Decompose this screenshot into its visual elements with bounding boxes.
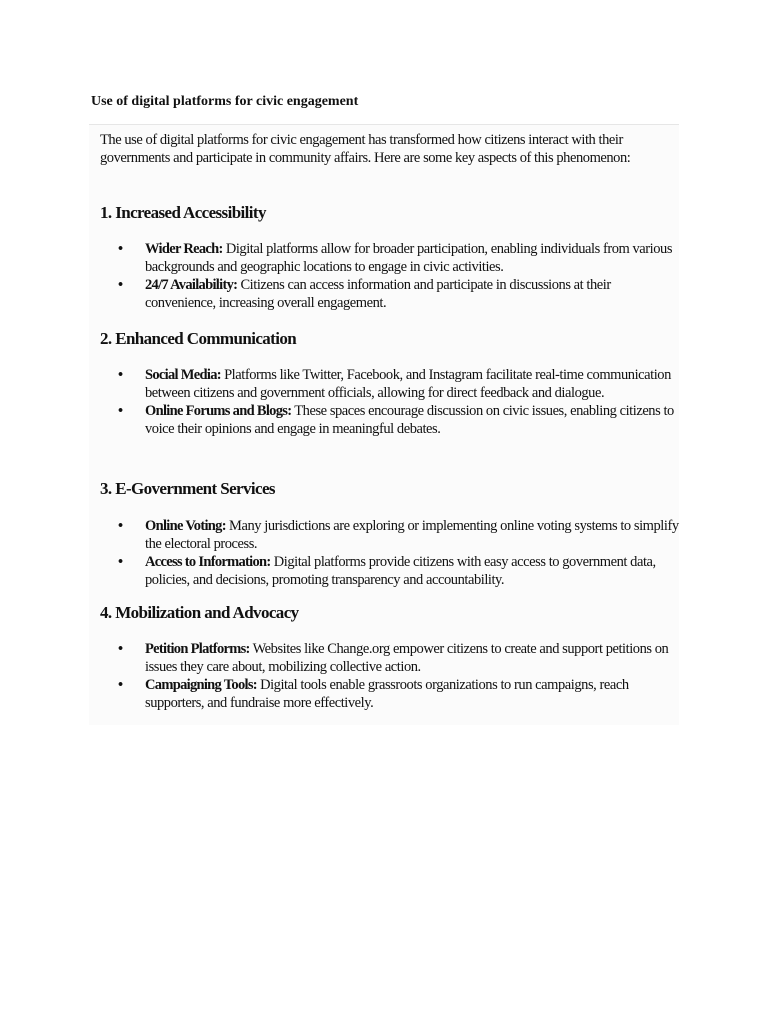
section-list-egovernment <box>118 517 680 589</box>
section-list-communication <box>118 366 680 438</box>
item-text: Digital platforms allow for broader participation, enabling individuals from various backgrounds and geographic locations to engage in civic activities. <box>145 241 673 275</box>
item-text: These spaces encourage discussion on civic issues, enabling citizens to voice their opinions and engage in meaningful debates. <box>145 403 674 437</box>
item-text: Websites like Change.org empower citizens to create and support petitions on issues they care about, mobilizing collective action. <box>145 641 669 675</box>
item-term: 24/7 Availability: <box>145 277 238 293</box>
item-term: Social Media: <box>145 367 221 383</box>
section-heading-accessibility: 1. Increased Accessibility <box>100 203 266 222</box>
item-term: Access to Information: <box>145 554 271 570</box>
bullet-icon: • <box>118 554 123 570</box>
list-item <box>118 276 680 312</box>
section-list-accessibility <box>118 240 680 312</box>
item-term: Wider Reach: <box>145 241 223 257</box>
item-term: Campaigning Tools: <box>145 677 257 693</box>
list-item <box>118 517 680 553</box>
section-heading-communication: 2. Enhanced Communication <box>100 329 297 348</box>
list-item <box>118 402 680 438</box>
list-item <box>118 640 680 676</box>
item-term: Petition Platforms: <box>145 641 250 657</box>
item-term: Online Forums and Blogs: <box>145 403 292 419</box>
bullet-icon: • <box>118 367 123 383</box>
bullet-icon: • <box>118 277 123 293</box>
section-list-mobilization <box>118 640 680 712</box>
list-item <box>118 553 680 589</box>
item-text: Digital platforms provide citizens with easy access to government data, policies, and decisions, promoting transparency and accountability. <box>145 554 656 588</box>
item-text: Digital tools enable grassroots organizations to run campaigns, reach supporters, and fundraise more effectively. <box>145 677 629 711</box>
bullet-icon: • <box>118 641 123 657</box>
bullet-icon: • <box>118 241 123 257</box>
bullet-icon: • <box>118 677 123 693</box>
section-heading-egovernment: 3. E-Government Services <box>100 479 275 498</box>
document-title: Use of digital platforms for civic engagement <box>91 94 359 109</box>
list-item <box>118 240 680 276</box>
item-text: Platforms like Twitter, Facebook, and Instagram facilitate real-time communication between citizens and government officials, allowing for direct feedback and dialogue. <box>145 367 671 401</box>
item-text: Many jurisdictions are exploring or implementing online voting systems to simplify the electoral process. <box>145 518 679 552</box>
section-heading-mobilization: 4. Mobilization and Advocacy <box>100 603 299 622</box>
list-item <box>118 676 680 712</box>
list-item <box>118 366 680 402</box>
bullet-icon: • <box>118 403 123 419</box>
bullet-icon: • <box>118 518 123 534</box>
intro-paragraph: The use of digital platforms for civic engagement has transformed how citizens interact with their governments and participate in community affairs. Here are some key aspects of this phenomenon: <box>100 132 631 166</box>
item-term: Online Voting: <box>145 518 226 534</box>
item-text: Citizens can access information and participate in discussions at their convenience, increasing overall engagement. <box>145 277 611 311</box>
